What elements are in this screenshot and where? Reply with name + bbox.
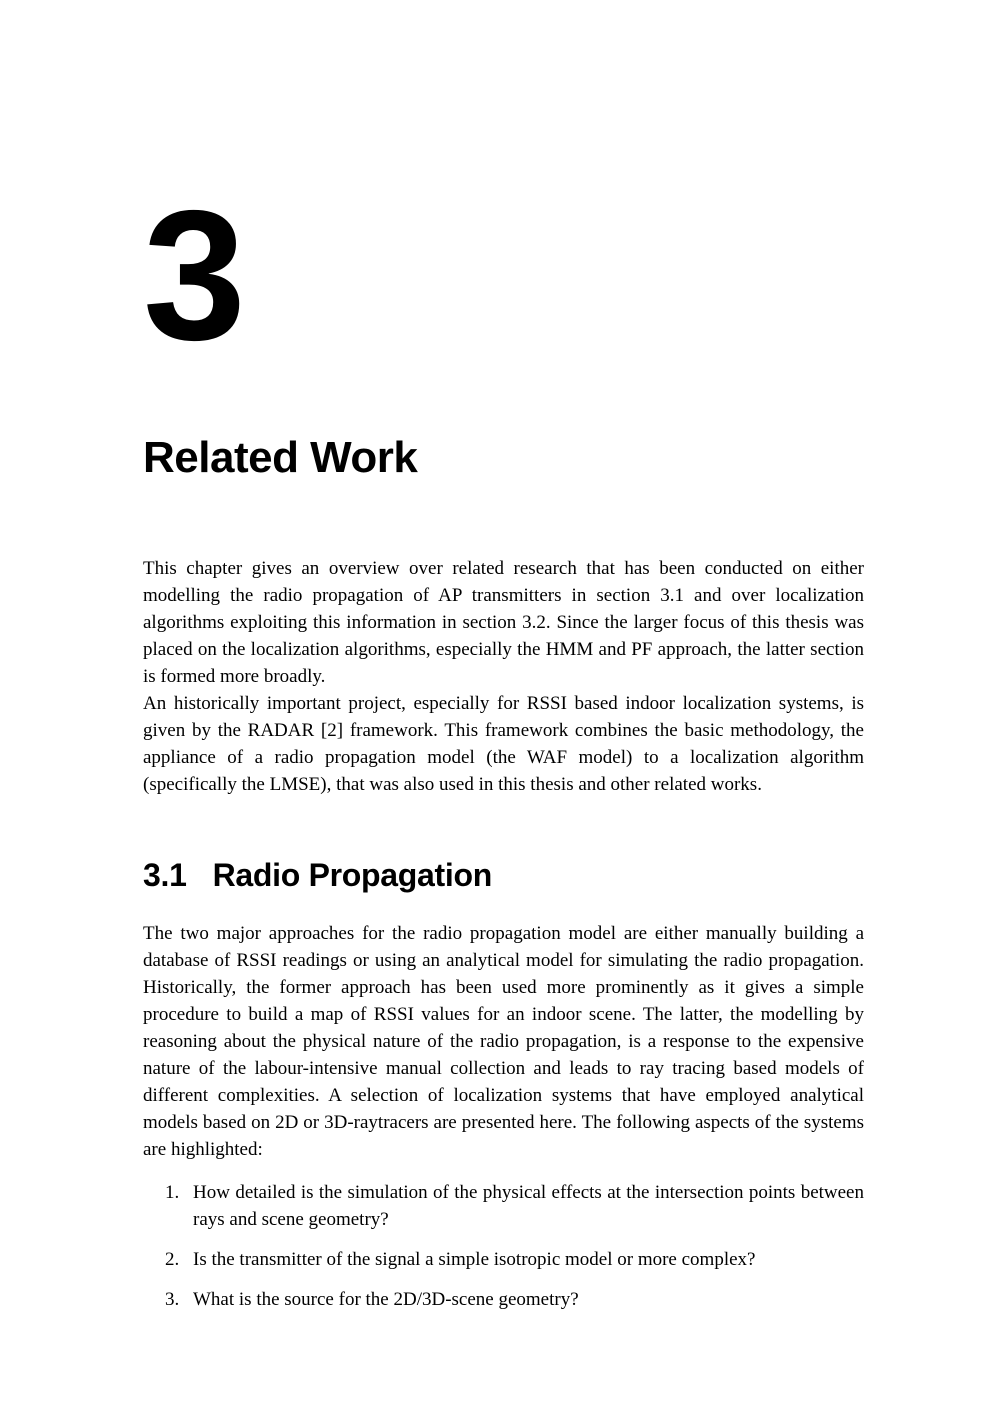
section-title: Radio Propagation xyxy=(212,857,492,893)
intro-paragraph-1: This chapter gives an overview over related research that has been conducted on either modelling the radio propagation of AP transmitters in section 3.1 and over localization algorithms exploiting this information in section 3.2. Since the larger focus of this thesis was placed on the localization algorithms, especially the HMM and PF approach, the latter section is formed more broadly. xyxy=(143,558,864,687)
question-list xyxy=(143,1179,864,1313)
section-number: 3.1 xyxy=(143,857,187,893)
section-paragraph: The two major approaches for the radio propagation model are either manually building a database of RSSI readings or using an analytical model for simulating the radio propagation. Historically, the former approach has been used more prominently as it gives a simple procedure to build a map of RSSI values for an indoor scene. The latter, the modelling by reasoning about the physical nature of the radio propagation, is a response to the expensive nature of the labour-intensive manual collection and leads to ray tracing based models of different complexities. A selection of localization systems that have employed analytical models based on 2D or 3D-raytracers are presented here. The following aspects of the systems are highlighted: xyxy=(143,923,864,1160)
chapter-title: Related Work xyxy=(143,433,418,482)
intro-paragraph-2: An historically important project, especially for RSSI based indoor localization systems, is given by the RADAR [2] framework. This framework combines the basic methodology, the appliance of a radio propagation model (the WAF model) to a localization algorithm (specifically the LMSE), that was also used in this thesis and other related works. xyxy=(143,693,864,795)
list-item xyxy=(143,1286,864,1313)
list-item-text: How detailed is the simulation of the physical effects at the intersection points between rays and scene geometry? xyxy=(193,1182,864,1230)
list-item-text: What is the source for the 2D/3D-scene geometry? xyxy=(193,1289,579,1310)
list-item xyxy=(143,1246,864,1273)
list-item xyxy=(143,1179,864,1233)
chapter-number: 3 xyxy=(143,173,244,379)
section-heading xyxy=(143,859,864,891)
list-item-number: 1. xyxy=(165,1182,180,1203)
section-content xyxy=(143,920,864,1313)
list-item-number: 3. xyxy=(165,1289,180,1310)
list-item-text: Is the transmitter of the signal a simple isotropic model or more complex? xyxy=(193,1249,756,1270)
list-item-number: 2. xyxy=(165,1249,180,1270)
